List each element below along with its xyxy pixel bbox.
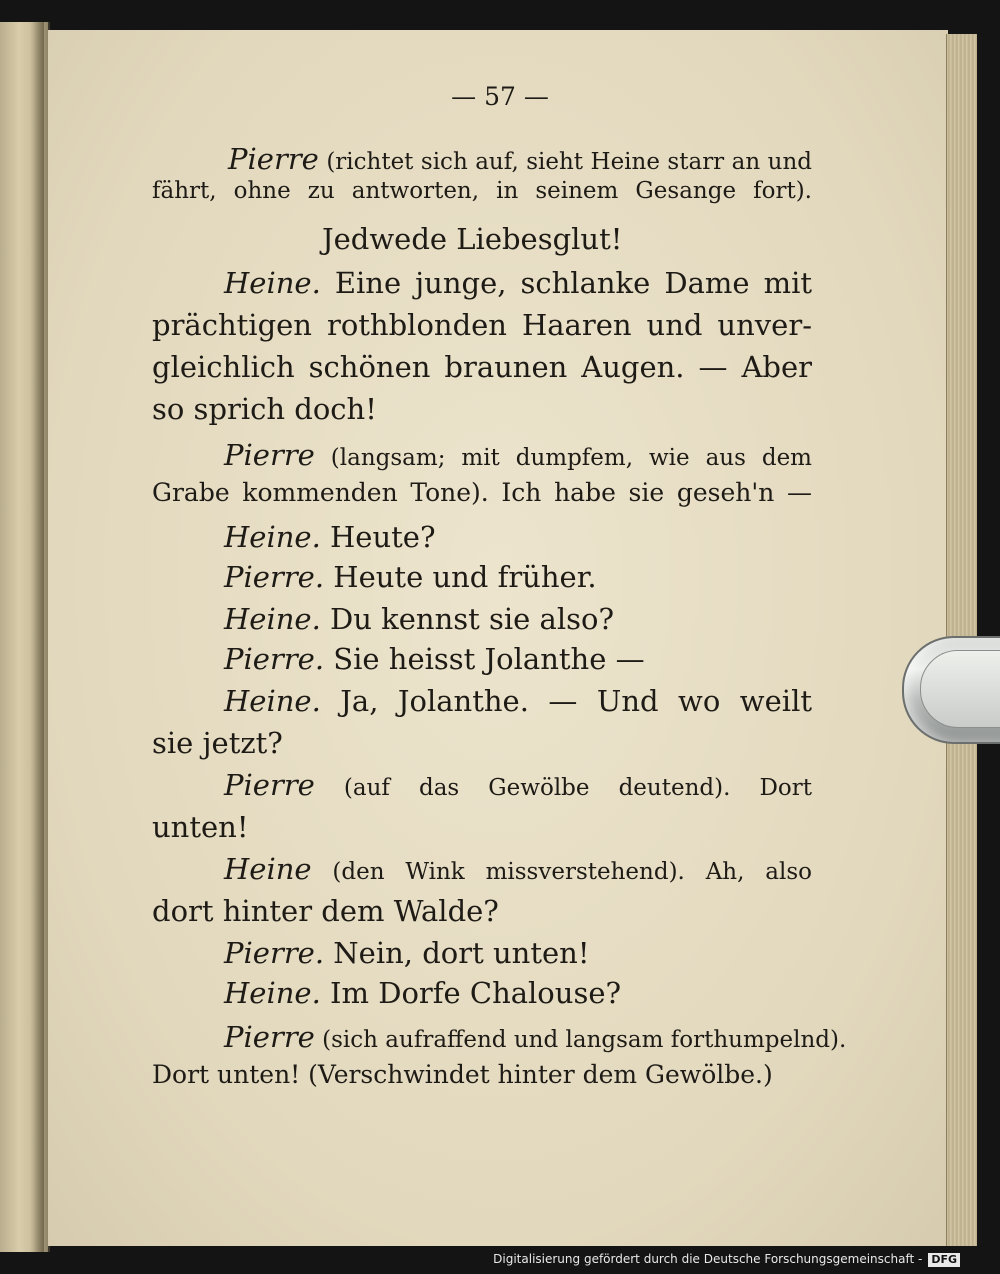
line-text: (auf das Gewölbe deutend). Dort xyxy=(314,775,812,801)
text-line xyxy=(152,852,812,886)
text-line: fährt, ohne zu antworten, in seinem Gesange fort). xyxy=(152,178,812,204)
text-line xyxy=(152,976,884,1010)
text-line: Grabe kommenden Tone). Ich habe sie geseh'n — xyxy=(152,478,812,507)
speaker-name: Heine. xyxy=(224,266,321,300)
speaker-name: Pierre xyxy=(224,768,315,802)
text-line xyxy=(152,560,884,594)
text-line xyxy=(152,266,812,300)
page-number: — 57 — xyxy=(451,82,549,111)
text-line xyxy=(152,1020,847,1054)
line-text: (richtet sich auf, sieht Heine starr an und xyxy=(318,149,812,175)
text-line xyxy=(152,602,884,636)
line-text: Nein, dort unten! xyxy=(324,936,590,970)
speaker-name: Pierre. xyxy=(224,560,325,594)
line-text: (langsam; mit dumpfem, wie aus dem xyxy=(314,445,812,471)
speaker-name: Pierre xyxy=(224,438,315,472)
left-page-edge xyxy=(0,22,50,1252)
line-text: Im Dorfe Chalouse? xyxy=(320,976,622,1010)
line-text: (sich aufraffend und langsam forthumpelnd). xyxy=(314,1027,847,1053)
text-line xyxy=(152,684,812,718)
line-text: Heute? xyxy=(320,520,436,554)
text-line: dort hinter dem Walde? xyxy=(152,894,499,928)
text-line xyxy=(152,520,884,554)
speaker-name: Heine. xyxy=(224,976,321,1010)
text-line: gleichlich schönen braunen Augen. — Aber xyxy=(152,350,812,384)
speaker-name: Pierre xyxy=(228,142,319,176)
gutter-shadow xyxy=(30,22,44,1252)
speaker-name: Heine xyxy=(224,852,312,886)
digitization-footer xyxy=(493,1252,960,1270)
text-line xyxy=(152,642,884,676)
text-line: prächtigen rothblonden Haaren und unver- xyxy=(152,308,812,342)
text-line xyxy=(152,142,812,176)
text-line xyxy=(152,936,884,970)
speaker-name: Heine. xyxy=(224,602,321,636)
clip-inner xyxy=(920,650,1000,728)
line-text: Sie heisst Jolanthe — xyxy=(324,642,645,676)
text-line: so sprich doch! xyxy=(152,392,377,426)
speaker-name: Heine. xyxy=(224,684,321,718)
line-text: Ja, Jolanthe. — Und wo weilt xyxy=(320,684,812,718)
text-line xyxy=(152,438,812,472)
text-line: unten! xyxy=(152,810,249,844)
speaker-name: Heine. xyxy=(224,520,321,554)
line-text: Du kennst sie also? xyxy=(320,602,614,636)
metal-clip xyxy=(902,636,1000,744)
speaker-name: Pierre. xyxy=(224,936,325,970)
speaker-name: Pierre. xyxy=(224,642,325,676)
text-line xyxy=(152,768,812,802)
text-line: sie jetzt? xyxy=(152,726,283,760)
dfg-logo: DFG xyxy=(928,1253,960,1267)
footer-text: Digitalisierung gefördert durch die Deutsche Forschungsgemeinschaft - xyxy=(493,1252,923,1266)
line-text: Eine junge, schlanke Dame mit xyxy=(320,266,812,300)
text-line: Jedwede Liebesglut! xyxy=(322,222,623,256)
speaker-name: Pierre xyxy=(224,1020,315,1054)
line-text: (den Wink missverstehend). Ah, also xyxy=(311,859,812,885)
line-text: Heute und früher. xyxy=(324,560,597,594)
text-line: Dort unten! (Verschwindet hinter dem Gewölbe.) xyxy=(152,1060,773,1089)
